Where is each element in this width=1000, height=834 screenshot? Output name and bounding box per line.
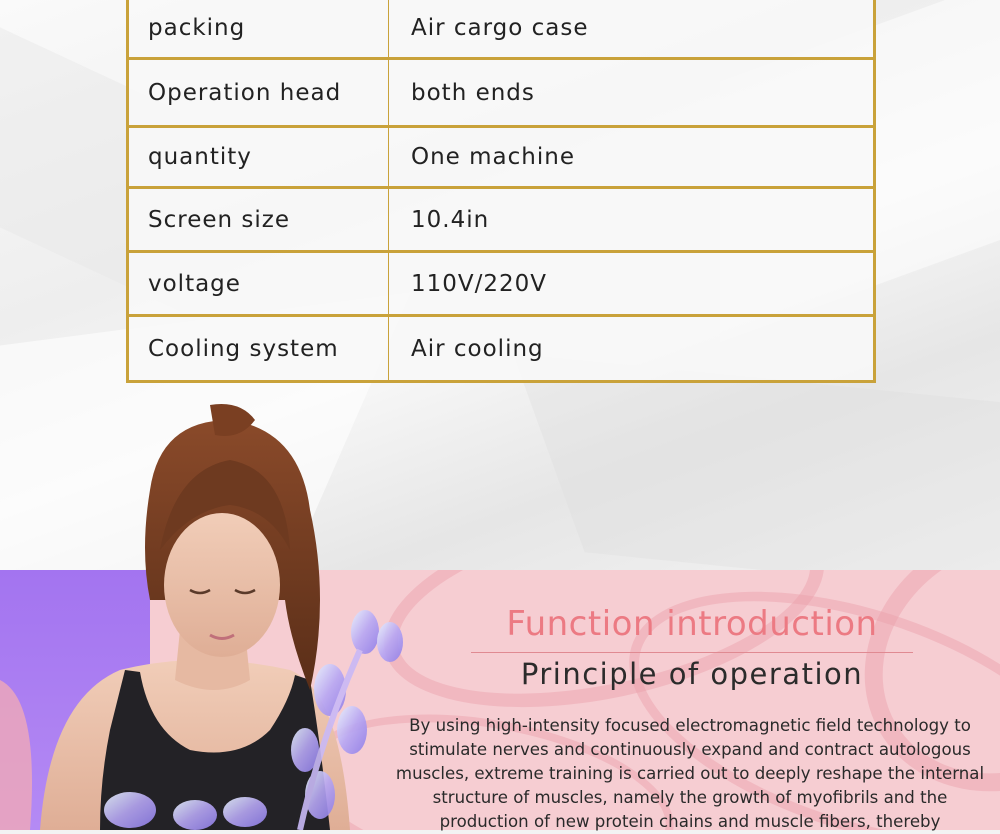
principle-subtitle: Principle of operation: [520, 657, 864, 691]
principle-description: By using high-intensity focused electromagnetic field technology to stimulate nerves and continuously expand and contract autologous muscles, extreme training is carried out to deeply reshape the internal structure of muscles, namely the growth of myofibrils and the production of new protein chains and muscle fibers, thereby: [395, 716, 985, 831]
spec-key: Cooling system: [129, 317, 389, 380]
spec-value: Air cooling: [411, 335, 544, 362]
spec-row-packing: [129, 0, 873, 60]
spec-row-quantity: [129, 128, 873, 189]
woman-photo: [0, 400, 420, 830]
spec-key: quantity: [129, 128, 389, 186]
spec-row-voltage: [129, 253, 873, 317]
spec-value: Air cargo case: [411, 14, 589, 41]
spec-key: packing: [129, 0, 389, 57]
spec-key: Operation head: [129, 60, 389, 125]
title-divider: [471, 652, 913, 653]
spec-row-cooling-system: [129, 317, 873, 380]
spec-key: voltage: [129, 253, 389, 314]
spec-key: Screen size: [129, 189, 389, 250]
spec-row-operation-head: [129, 60, 873, 128]
spec-value: 110V/220V: [411, 270, 548, 297]
spec-value: One machine: [411, 144, 575, 170]
spec-value: 10.4in: [411, 206, 490, 233]
function-title: Function introduction: [506, 604, 878, 644]
spec-table: [126, 0, 876, 383]
spec-row-screen-size: [129, 189, 873, 253]
spec-value: both ends: [411, 79, 535, 106]
